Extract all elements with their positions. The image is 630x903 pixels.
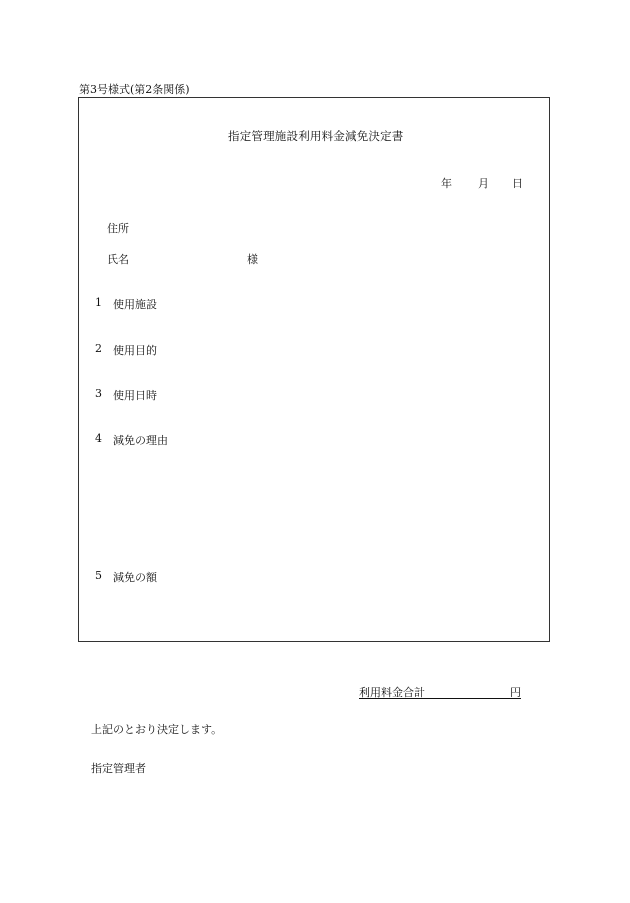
item-label-datetime: 使用日時 [113,389,157,402]
address-label: 住所 [107,222,129,235]
date-day-label: 日 [512,177,523,190]
document-title: 指定管理施設利用料金減免決定書 [228,129,404,143]
item-label-facility: 使用施設 [113,298,157,311]
total-fee-line [359,684,521,699]
decision-statement: 上記のとおり決定します。 [91,723,223,736]
date-month-label: 月 [478,177,489,190]
item-number: 5 [95,569,102,582]
item-number: 2 [95,342,102,355]
form-number-label: 第3号様式(第2条関係) [79,83,190,96]
item-label-amount: 減免の額 [113,571,157,584]
honorific-label: 様 [247,253,258,266]
item-number: 1 [95,296,102,309]
item-number: 3 [95,387,102,400]
item-number: 4 [95,432,102,445]
total-fee-label: 利用料金合計 [359,686,425,699]
item-label-purpose: 使用目的 [113,344,157,357]
name-label: 氏名 [107,253,129,266]
designated-manager-label: 指定管理者 [91,762,146,775]
item-label-reason: 減免の理由 [113,434,168,447]
currency-unit: 円 [510,686,521,699]
date-year-label: 年 [441,177,452,190]
